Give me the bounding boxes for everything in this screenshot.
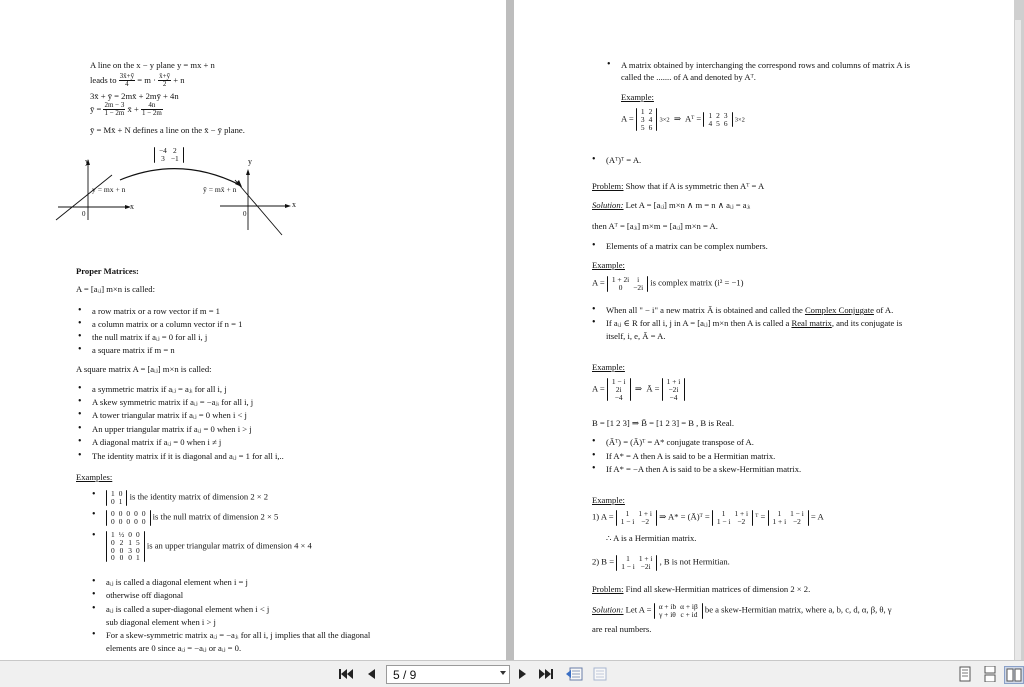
text-fragment: Let A = [aᵢⱼ] m×n ∧ m = n ∧ aᵢⱼ = aⱼᵢ: [623, 200, 751, 210]
navigation-toolbar: [0, 660, 1024, 687]
list-item: [606, 305, 893, 317]
list-item: • aᵢⱼ is called a diagonal element when i = j: [106, 577, 248, 589]
list-item: • If A* = A then A is said to be a Hermitian matrix.: [606, 451, 775, 463]
matrix-cell: −2: [737, 516, 746, 526]
matrix-cell: 0: [111, 537, 115, 547]
text-fragment: 2) B =: [592, 556, 615, 567]
text-fragment: A =: [592, 383, 605, 394]
text-line: [90, 73, 185, 89]
text-fragment: When all " − i" a new matrix Ā is obtained and called the: [606, 305, 805, 315]
matrix-cell: 0: [141, 509, 146, 518]
matrix-cell: 1 + i: [666, 377, 681, 386]
scrollbar-thumb[interactable]: [1015, 20, 1021, 660]
continuous-page-icon: [984, 666, 996, 682]
fraction: [119, 73, 135, 89]
first-page-button[interactable]: [338, 666, 354, 682]
matrix-cell: 1 + i: [638, 509, 652, 518]
axis-label: x: [292, 200, 296, 209]
arrow: ⇒: [673, 113, 682, 124]
list-item: [606, 318, 902, 330]
text-fragment: x̄ +: [127, 103, 139, 114]
matrix-cell: • 1: [111, 530, 115, 539]
forward-view-icon: [592, 666, 610, 682]
numerator: 3x̄+ȳ: [119, 72, 135, 80]
dimension-label: 3×2: [659, 116, 670, 124]
matrix-cell: 6: [723, 118, 728, 128]
text-fragment: ȳ =: [90, 103, 102, 114]
matrix-cell: 1 + i: [734, 509, 749, 518]
text-fragment: 1) A =: [592, 511, 614, 522]
matrix-cell: 0: [118, 516, 123, 526]
equation: [621, 108, 745, 131]
example-text: is the identity matrix of dimension 2 × 2: [129, 491, 269, 502]
text-fragment: , B is not Hermitian.: [659, 556, 730, 567]
matrix: [607, 276, 648, 292]
text-line: [90, 102, 163, 118]
example-heading: Example:: [592, 362, 625, 372]
text-fragment: Show that if A is symmetric then Aᵀ = A: [623, 181, 765, 191]
matrix-cell: 1 − i: [716, 516, 731, 526]
solution-line: [592, 603, 892, 619]
list-item: [106, 490, 268, 506]
text-fragment: Find all skew-Hermitian matrices of dimension 2 × 2.: [623, 584, 811, 594]
dimension-label: 3×2: [734, 116, 745, 124]
text-line: are real numbers.: [592, 624, 652, 634]
list-item: • Elements of a matrix can be complex numbers.: [606, 241, 768, 253]
example-heading: Example:: [592, 495, 625, 505]
matrix: [616, 510, 657, 526]
page-gap: [506, 0, 514, 660]
matrix-cell: 1 + i: [638, 554, 653, 563]
column-matrix: [662, 378, 686, 401]
fraction: [158, 73, 171, 89]
list-item: • A matrix obtained by interchanging the correspond rows and columns of matrix A is: [621, 60, 910, 72]
matrix-cell: −4: [159, 146, 167, 155]
matrix-cell: 0: [141, 516, 146, 526]
text-fragment: A =: [621, 113, 634, 124]
matrix-cell: 1: [777, 509, 782, 518]
denominator: 4: [125, 80, 129, 89]
matrix-cell: 0: [134, 516, 138, 526]
text-line: A line on the x − y plane y = mx + n: [90, 60, 215, 70]
text-fragment: be a skew-Hermitian matrix, where a, b, c, d, α, β, θ, γ: [704, 604, 892, 615]
list-item: [106, 531, 312, 562]
arrow: ⇒: [634, 383, 643, 394]
list-item: • A skew symmetric matrix if aᵢⱼ = −aⱼᵢ for all i, j: [92, 397, 253, 409]
matrix-cell: 1: [626, 554, 630, 563]
column-matrix: [607, 378, 631, 401]
text-fragment: ⇒ A* = (Ā)ᵀ =: [659, 511, 710, 522]
x-axis-right-arrow: [285, 204, 291, 208]
matrix-cell: • 1: [111, 489, 115, 498]
matrix-cell: 0: [111, 496, 115, 506]
matrix-cell: 3: [161, 153, 165, 163]
solution-line: [592, 200, 750, 212]
matrix: [768, 510, 809, 526]
list-item: • a symmetric matrix if aᵢⱼ = aⱼᵢ for all i, j: [92, 384, 227, 396]
text-line: then Aᵀ = [aⱼᵢ] m×m = [aᵢⱼ] m×n = A.: [592, 221, 718, 231]
list-item: • aᵢⱼ is called a super-diagonal element when i < j: [106, 604, 269, 616]
matrix-cell: 1: [118, 496, 123, 506]
matrix-cell: 0: [111, 545, 115, 555]
matrix-cell: α + iβ: [680, 602, 698, 611]
diagram-matrix: [154, 147, 184, 163]
text-line: called the ....... of A and denoted by Aᵀ.: [621, 72, 756, 82]
text-fragment: = m ·: [137, 74, 156, 85]
matrix-cell: 0: [135, 530, 140, 539]
next-page-icon: [519, 668, 527, 680]
list-item: • a column matrix or a column vector if n = 1: [92, 319, 242, 331]
upper-triangular-matrix: [106, 531, 145, 562]
line-right: [235, 180, 282, 235]
axis-label: y: [85, 157, 89, 166]
text-fragment: Aᵀ =: [684, 113, 702, 124]
matrix: [703, 112, 732, 128]
list-item: • (Āᵀ) = (Ā)ᵀ = A* conjugate transpose of A.: [606, 437, 754, 449]
list-item: • (Aᵀ)ᵀ = A.: [606, 155, 641, 167]
equation: [592, 555, 730, 571]
text-fragment: Ā =: [646, 383, 660, 394]
numerator: 4n: [141, 102, 163, 110]
matrix-cell: 0: [119, 545, 124, 555]
first-page-icon: [339, 668, 353, 680]
matrix-cell: 0: [118, 509, 123, 518]
matrix-cell: 0: [111, 553, 115, 563]
equation: [592, 276, 743, 292]
term-real-matrix: Real matrix: [791, 318, 832, 328]
text-fragment: , and its conjugate is: [831, 318, 903, 328]
matrix-cell: −2i: [633, 282, 644, 292]
facing-pages-view-button[interactable]: [1004, 666, 1024, 684]
transform-arrow: [120, 169, 240, 185]
matrix-cell: 0: [119, 553, 124, 563]
origin-label: 0: [82, 210, 86, 218]
matrix-cell: 0: [135, 545, 140, 555]
matrix-cell: 1: [708, 110, 713, 120]
matrix-cell: • 0: [111, 509, 115, 518]
matrix-cell: 2: [716, 110, 720, 120]
examples-heading: Examples:: [76, 472, 113, 482]
matrix-cell: 3: [128, 545, 132, 555]
matrix-cell: 5: [716, 118, 720, 128]
matrix: [616, 555, 657, 571]
matrix-cell: 3: [723, 110, 728, 120]
list-item: • If A* = −A then A is said to be a skew-Hermitian matrix.: [606, 464, 801, 476]
matrix: [154, 147, 184, 163]
term-complex-conjugate: Complex Conjugate: [804, 305, 874, 315]
denominator: 2: [162, 80, 167, 89]
matrix-cell: i: [637, 275, 640, 284]
matrix-cell: −4: [614, 392, 623, 402]
solution-label: Solution:: [592, 604, 624, 615]
matrix-cell: 2i: [615, 384, 622, 394]
continuous-view-button[interactable]: [982, 666, 998, 682]
line-equation: y = mx + n: [92, 185, 126, 194]
matrix-cell: 1 − i: [790, 509, 804, 518]
example-text: is an upper triangular matrix of dimension 4 × 4: [146, 540, 312, 551]
identity-matrix: [106, 490, 127, 506]
axis-label: x: [130, 202, 134, 211]
text-fragment: ᵀ =: [755, 511, 766, 522]
matrix-cell: 1: [625, 509, 630, 518]
origin-label: 0: [243, 210, 247, 218]
list-item: • The identity matrix if it is diagonal and aᵢⱼ = 1 for all i,..: [92, 451, 284, 463]
example-text: is the null matrix of dimension 2 × 5: [152, 511, 279, 522]
matrix-cell: 4: [708, 118, 713, 128]
matrix-cell: 2: [648, 107, 653, 116]
matrix-cell: 0: [134, 509, 138, 518]
fraction: [141, 102, 163, 118]
previous-page-icon: [367, 668, 375, 680]
go-back-view-button[interactable]: [566, 666, 584, 682]
example-heading: Example:: [592, 260, 625, 270]
page-indicator: 5 / 9: [393, 667, 417, 682]
section-heading: Proper Matrices:: [76, 266, 139, 276]
text-line: elements are 0 since aᵢⱼ = −aᵢⱼ or aᵢⱼ = 0.: [106, 643, 242, 653]
list-item: • A tower triangular matrix if aᵢⱼ = 0 when i < j: [92, 410, 247, 422]
text-fragment: = A: [810, 511, 824, 522]
matrix-cell: −2i: [640, 561, 651, 571]
list-item: • a row matrix or a row vector if m = 1: [92, 306, 220, 318]
equation: [592, 510, 824, 526]
text-fragment: of A.: [873, 305, 894, 315]
list-item: • An upper triangular matrix if aᵢⱼ = 0 when i > j: [92, 424, 252, 436]
single-page-view-button[interactable]: [957, 666, 973, 682]
matrix-cell: 3: [640, 114, 645, 124]
text-fragment: A =: [592, 277, 605, 288]
previous-page-button[interactable]: [364, 666, 378, 682]
matrix-cell: γ + iθ: [659, 609, 676, 619]
matrix-cell: 4: [648, 114, 653, 124]
solution-label: Solution:: [592, 200, 624, 210]
matrix-cell: 2: [172, 146, 177, 155]
list-item: • A diagonal matrix if aᵢⱼ = 0 when i ≠ j: [92, 437, 221, 449]
null-matrix: [106, 510, 151, 526]
matrix-cell: 5: [135, 537, 140, 547]
matrix-cell: 2: [119, 537, 124, 547]
chevron-down-icon: [500, 671, 506, 675]
text-fragment: is complex matrix (i² = −1): [650, 277, 744, 288]
list-item: • otherwise off diagonal: [106, 590, 183, 602]
matrix-cell: c + id: [680, 609, 698, 619]
matrix-cell: α + ib: [658, 602, 677, 611]
text-line: itself, i, e, Ā = A.: [606, 331, 666, 341]
document-page-right: [514, 0, 1014, 660]
list-item: [106, 510, 278, 526]
matrix-cell: −1: [170, 153, 179, 163]
matrix-cell: −2: [641, 516, 650, 526]
matrix-cell: 0: [111, 516, 115, 526]
matrix-cell: −2: [793, 516, 801, 526]
matrix-cell: 1: [128, 537, 132, 547]
matrix-cell: 1 − i: [621, 561, 635, 571]
text-fragment: leads to: [90, 74, 117, 85]
text-fragment: If aᵢⱼ ∈ R for all i, j in A = [aᵢⱼ] m×n then A is called a: [606, 318, 792, 328]
text-line: A = [aᵢⱼ] m×n is called:: [76, 284, 155, 294]
problem-label: Problem:: [592, 584, 624, 594]
facing-pages-icon: [1006, 668, 1022, 682]
matrix-cell: 0: [128, 530, 132, 539]
problem-line: [592, 584, 810, 596]
matrix-cell: 0: [118, 489, 123, 498]
matrix: [712, 510, 753, 526]
example-heading: Example:: [621, 92, 654, 102]
matrix: [636, 108, 657, 131]
text-fragment: Let A =: [623, 604, 652, 615]
matrix-cell: 0: [128, 553, 132, 563]
text-line: sub diagonal element when i > j: [106, 617, 216, 627]
matrix-cell: −4: [669, 392, 678, 402]
matrix-cell: 1 + 2i: [611, 275, 630, 284]
list-item: • a square matrix if m = n: [92, 345, 175, 357]
text-line: ȳ = Mx̄ + N defines a line on the x̄ − ȳ plane.: [90, 125, 245, 135]
page-number-select[interactable]: [386, 665, 510, 684]
numerator: x̄+ȳ: [159, 72, 171, 80]
single-page-icon: [959, 666, 971, 682]
matrix-cell: 5: [640, 122, 645, 132]
problem-label: Problem:: [592, 181, 624, 191]
vertical-scrollbar[interactable]: [1014, 0, 1024, 660]
matrix-cell: ½: [118, 530, 125, 539]
matrix-cell: 1 + i: [772, 516, 787, 526]
matrix-cell: 1: [640, 107, 645, 116]
matrix-cell: 1: [721, 509, 726, 518]
denominator: 1 − 2m: [141, 109, 162, 118]
numerator: 2m − 3: [104, 101, 125, 109]
matrix-cell: −2i: [668, 384, 679, 394]
go-forward-view-button[interactable]: [592, 666, 610, 682]
text-line: A square matrix A = [aᵢⱼ] m×n is called:: [76, 364, 212, 374]
matrix-cell: 1 − i: [611, 377, 626, 386]
line-equation: ȳ = mx̄ + n: [203, 185, 237, 194]
text-line: 3x̄ + ȳ = 2mx̄ + 2mȳ + 4n: [90, 91, 179, 101]
list-item: • For a skew-symmetric matrix aᵢⱼ = −aⱼᵢ for all i, j implies that all the diagonal: [106, 630, 370, 642]
fraction: [103, 102, 125, 118]
matrix-cell: 0: [126, 516, 131, 526]
denominator: 1 − 2m: [104, 109, 125, 118]
matrix-cell: 1: [135, 553, 140, 563]
axis-label: y: [248, 157, 252, 166]
next-page-button[interactable]: [516, 666, 530, 682]
text-fragment: + n: [173, 74, 185, 85]
problem-line: [592, 181, 764, 193]
matrix-cell: 1 − i: [620, 516, 635, 526]
document-page-left: [0, 0, 506, 660]
last-page-icon: [539, 668, 553, 680]
list-item: • the null matrix if aᵢⱼ = 0 for all i, j: [92, 332, 207, 344]
text-line: B = [1 2 3] ⇒ B̄ = [1 2 3] = B , B is Real.: [592, 418, 735, 428]
last-page-button[interactable]: [538, 666, 554, 682]
equation: [592, 378, 685, 401]
y-axis-right-arrow: [246, 169, 250, 175]
back-view-icon: [566, 666, 584, 682]
matrix-cell: 0: [126, 509, 131, 518]
matrix-cell: 6: [648, 122, 653, 132]
text-line: ∴ A is a Hermitian matrix.: [606, 533, 697, 543]
matrix-cell: 0: [618, 282, 623, 292]
matrix: [654, 603, 703, 619]
